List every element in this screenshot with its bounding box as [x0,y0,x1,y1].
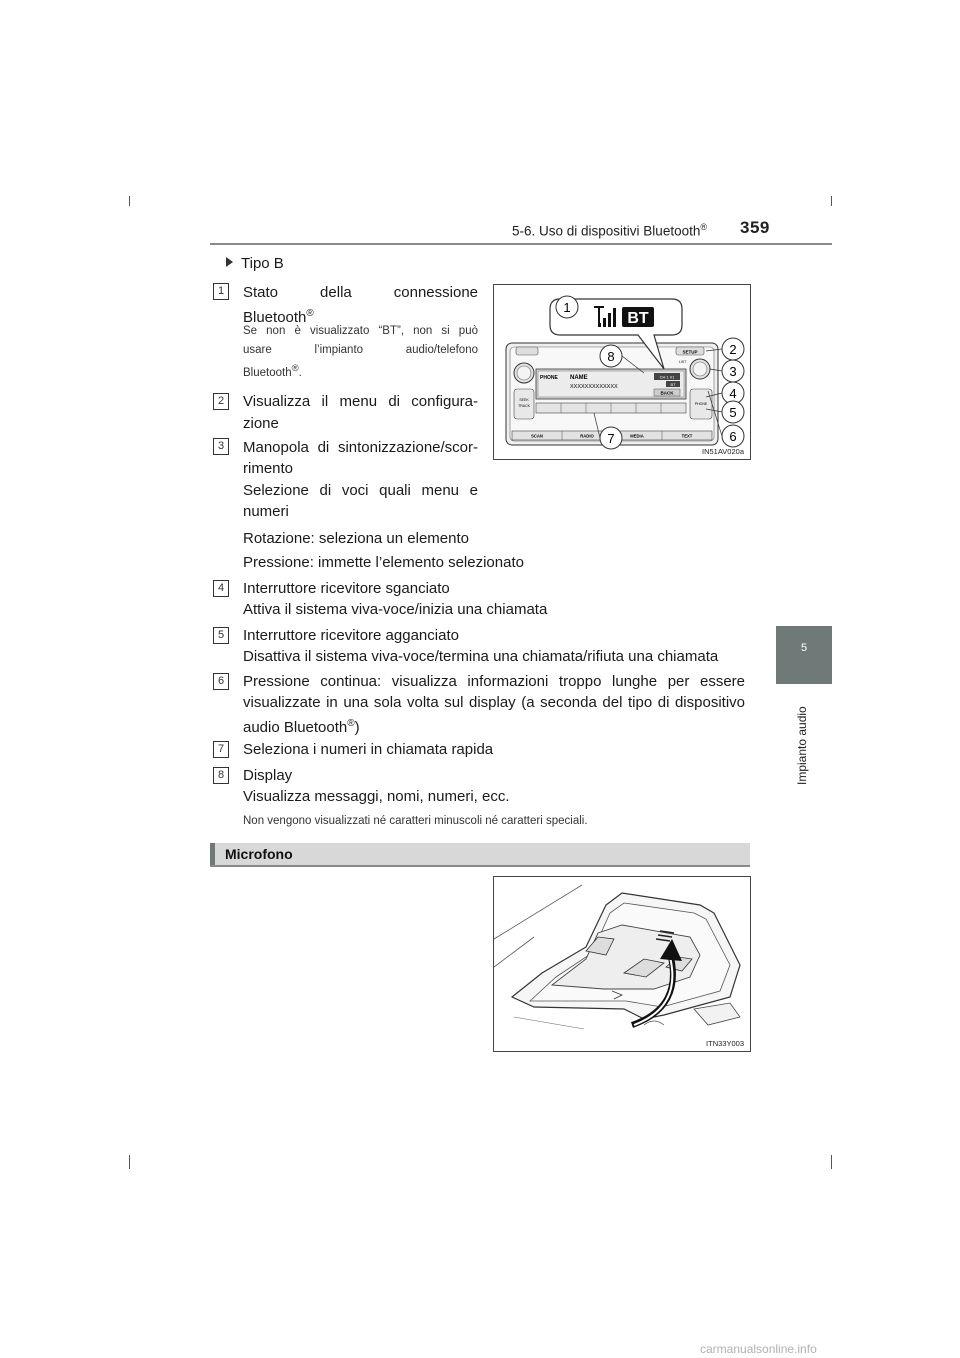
microphone-figure [493,876,751,1052]
subsection-label: Tipo B [241,255,284,272]
item-text: audio Bluetooth [243,719,348,736]
item-text: Attiva il sistema viva-voce/inizia una chiamata [243,601,548,618]
page-number: 359 [740,218,770,237]
item-text: Bluetooth [243,366,292,379]
item-number-badge: 2 [213,393,229,410]
text-label: TEXT [681,433,693,439]
setup-label: SETUP [682,349,698,355]
item-text: zione [243,415,279,432]
item-number-badge: 6 [213,673,229,690]
display-phone-label: PHONE [540,375,558,381]
item-note [243,360,302,382]
item-text [243,713,360,738]
crop-mark [129,1155,130,1169]
audio-unit-illustration [494,285,750,459]
chapter-number: 5 [800,642,808,654]
bt-icon-label: BT [627,310,649,327]
item-number-badge: 1 [213,283,229,300]
triangle-bullet-icon [226,257,233,267]
microphone-illustration [494,877,750,1051]
item-text: Interruttore ricevitore sganciato [243,580,450,597]
list-label: LIST [679,360,687,364]
section-header-text: 5-6. Uso di dispositivi Bluetooth [512,223,701,239]
item-text: Visualizza messaggi, nomi, numeri, ecc. [243,788,510,805]
crop-mark [129,196,130,206]
item-text: ) [354,719,360,736]
callout-2: 2 [729,342,737,357]
registered-mark: ® [306,308,314,319]
item-text: numeri [243,503,289,520]
scan-label: SCAN [531,433,543,439]
audio-unit-figure [493,284,751,460]
item-number-badge: 4 [213,580,229,597]
seek-label: SEEK [519,398,529,402]
item-text: Disattiva il sistema viva-voce/termina una chiamata/rifiuta una chiamata [243,648,719,665]
crop-mark [831,196,832,206]
registered-mark: ® [700,222,707,232]
track-label: TRACK [518,404,530,408]
item-number-badge: 7 [213,741,229,758]
item-text: Interruttore ricevitore agganciato [243,627,459,644]
callout-7: 7 [607,431,615,446]
registered-mark: ® [347,718,355,729]
figure-code: IN51AV020a [702,447,744,456]
display-back-label: BACK [660,390,674,396]
callout-5: 5 [729,405,737,420]
item-note: usare l’impianto audio/telefono [243,344,478,356]
item-text: Rotazione: seleziona un elemento [243,530,469,547]
item-text: Visualizza il menu di configura- [243,393,478,410]
display-ch-label: CH 1 01 [659,374,675,380]
item-number-badge: 8 [213,767,229,784]
crop-mark [831,1155,832,1169]
figure-code: ITN33Y003 [706,1039,744,1048]
item-text: . [298,366,302,379]
display-number-label: XXXXXXXXXXXXX [570,384,618,390]
item-text: Seleziona i numeri in chiamata rapida [243,741,494,758]
item-note: Se non è visualizzato “BT”, non si può [243,325,478,337]
item-text: Manopola di sintonizzazione/scor- [243,439,478,456]
chapter-title-container [795,690,813,790]
item-note: Non vengono visualizzati né caratteri minuscoli né caratteri speciali. [243,815,588,827]
watermark: carmanualsonline.info [700,1342,817,1356]
callout-8: 8 [607,349,615,364]
radio-label: RADIO [580,433,594,439]
callout-1: 1 [563,300,571,315]
item-text: visualizzate in una sola volta sul display (a seconda del tipo di dispositivo [243,694,745,711]
item-number-badge: 3 [213,438,229,455]
section-title: Microfono [225,846,293,862]
item-text: Bluetooth [243,309,307,326]
callout-3: 3 [729,364,737,379]
item-number-badge: 5 [213,627,229,644]
chapter-title: Impianto audio [795,706,809,785]
chapter-tab [776,626,832,684]
item-text: rimento [243,460,294,477]
subsection-heading [226,255,284,272]
item-text: Selezione di voci quali menu e [243,482,478,499]
item-text: Pressione: immette l’elemento selezionato [243,554,524,571]
item-title: Stato della connessione [243,284,478,301]
item-text: Display [243,767,293,784]
display-name-label: NAME [570,375,588,381]
phone-button-label: PHONE [694,402,708,406]
registered-mark: ® [291,363,299,374]
display-bt-label: BT [670,382,676,387]
section-heading-bar [210,843,750,867]
callout-6: 6 [729,429,737,444]
media-label: MEDIA [630,433,644,439]
callout-4: 4 [729,386,737,401]
header-rule [210,243,832,245]
item-text: Pressione continua: visualizza informazioni troppo lunghe per essere [243,673,745,690]
section-header [512,222,707,239]
